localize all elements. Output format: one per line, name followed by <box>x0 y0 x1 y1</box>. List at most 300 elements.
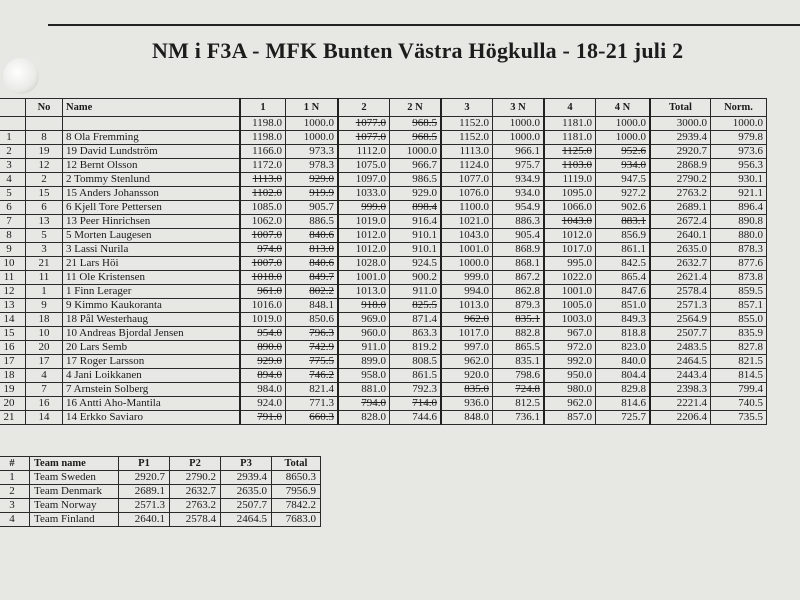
pilot-name: 20 Lars Semb <box>63 341 241 355</box>
round3-norm: 724.8 <box>493 383 545 397</box>
round2-norm: 861.5 <box>390 369 442 383</box>
page-title: NM i F3A - MFK Bunten Västra Högkulla - 18-21 juli 2 <box>152 38 684 63</box>
results-table <box>0 98 767 425</box>
normalized-score: 735.5 <box>711 411 767 425</box>
round4-norm: 952.6 <box>596 145 651 159</box>
round4-score: 1012.0 <box>544 229 596 243</box>
round2-norm: 910.1 <box>390 243 442 257</box>
header-start-number: No <box>26 99 63 117</box>
max-pilot-name <box>63 117 241 131</box>
round2-norm: 916.4 <box>390 215 442 229</box>
round4-score: 1125.0 <box>544 145 596 159</box>
round2-norm: 808.5 <box>390 355 442 369</box>
pilot-name: 8 Ola Fremming <box>63 131 241 145</box>
table-row <box>0 187 767 201</box>
round1-norm: 840.6 <box>286 229 339 243</box>
round3-score: 1017.0 <box>441 327 493 341</box>
round1-score: 1166.0 <box>240 145 286 159</box>
round3-norm: 812.5 <box>493 397 545 411</box>
round3-score: 920.0 <box>441 369 493 383</box>
position: 17 <box>0 355 26 369</box>
start-number: 21 <box>26 257 63 271</box>
round2-norm: 871.4 <box>390 313 442 327</box>
total-score: 2939.4 <box>650 131 711 145</box>
header-team-p3: P3 <box>221 457 272 471</box>
team-total: 7842.2 <box>272 499 321 513</box>
max-round2-norm: 968.5 <box>390 117 442 131</box>
total-score: 2763.2 <box>650 187 711 201</box>
round4-score: 1003.0 <box>544 313 596 327</box>
team-p2: 2578.4 <box>170 513 221 527</box>
round4-score: 992.0 <box>544 355 596 369</box>
total-score: 2689.1 <box>650 201 711 215</box>
table-row <box>0 131 767 145</box>
round2-norm: 744.6 <box>390 411 442 425</box>
punch-hole <box>3 58 39 94</box>
header-position <box>0 99 26 117</box>
round2-norm: 900.2 <box>390 271 442 285</box>
table-row <box>0 313 767 327</box>
normalized-score: 873.8 <box>711 271 767 285</box>
round2-score: 1001.0 <box>338 271 390 285</box>
round3-norm: 1000.0 <box>493 131 545 145</box>
team-position: 3 <box>0 499 30 513</box>
header-round1-norm: 1 N <box>286 99 339 117</box>
start-number: 11 <box>26 271 63 285</box>
normalized-score: 859.5 <box>711 285 767 299</box>
header-round1-score: 1 <box>240 99 286 117</box>
round1-score: 1085.0 <box>240 201 286 215</box>
table-row <box>0 229 767 243</box>
start-number: 4 <box>26 369 63 383</box>
position: 1 <box>0 131 26 145</box>
pilot-name: 14 Erkko Saviaro <box>63 411 241 425</box>
round2-score: 1097.0 <box>338 173 390 187</box>
total-score: 2640.1 <box>650 229 711 243</box>
header-round3-norm: 3 N <box>493 99 545 117</box>
team-row <box>0 513 321 527</box>
round3-norm: 865.5 <box>493 341 545 355</box>
round3-score: 997.0 <box>441 341 493 355</box>
round2-score: 911.0 <box>338 341 390 355</box>
round1-score: 1062.0 <box>240 215 286 229</box>
round3-score: 848.0 <box>441 411 493 425</box>
round3-score: 1076.0 <box>441 187 493 201</box>
pilot-name: 19 David Lundström <box>63 145 241 159</box>
table-row <box>0 369 767 383</box>
pilot-name: 12 Bernt Olsson <box>63 159 241 173</box>
max-round4-norm: 1000.0 <box>596 117 651 131</box>
round3-norm: 905.4 <box>493 229 545 243</box>
round3-norm: 954.9 <box>493 201 545 215</box>
round3-norm: 862.8 <box>493 285 545 299</box>
round1-score: 1007.0 <box>240 229 286 243</box>
round4-score: 1001.0 <box>544 285 596 299</box>
round3-score: 1000.0 <box>441 257 493 271</box>
round2-norm: 986.5 <box>390 173 442 187</box>
start-number: 14 <box>26 411 63 425</box>
round2-norm: 924.5 <box>390 257 442 271</box>
pilot-name: 7 Arnstein Solberg <box>63 383 241 397</box>
position: 8 <box>0 229 26 243</box>
round1-score: 1102.0 <box>240 187 286 201</box>
table-row <box>0 243 767 257</box>
round3-score: 835.0 <box>441 383 493 397</box>
round3-norm: 975.7 <box>493 159 545 173</box>
round4-norm: 725.7 <box>596 411 651 425</box>
round4-norm: 849.3 <box>596 313 651 327</box>
team-p3: 2464.5 <box>221 513 272 527</box>
round1-score: 984.0 <box>240 383 286 397</box>
round4-score: 1119.0 <box>544 173 596 187</box>
pilot-name: 17 Roger Larsson <box>63 355 241 369</box>
table-row <box>0 285 767 299</box>
round4-score: 1017.0 <box>544 243 596 257</box>
round2-norm: 1000.0 <box>390 145 442 159</box>
position: 19 <box>0 383 26 397</box>
pilot-name: 4 Jani Loikkanen <box>63 369 241 383</box>
round2-score: 1028.0 <box>338 257 390 271</box>
position: 14 <box>0 313 26 327</box>
round4-score: 857.0 <box>544 411 596 425</box>
team-p1: 2640.1 <box>119 513 170 527</box>
team-row <box>0 471 321 485</box>
max-score-row <box>0 117 767 131</box>
position: 2 <box>0 145 26 159</box>
max-position <box>0 117 26 131</box>
round1-score: 954.0 <box>240 327 286 341</box>
round4-norm: 1000.0 <box>596 131 651 145</box>
round2-score: 1033.0 <box>338 187 390 201</box>
normalized-score: 956.3 <box>711 159 767 173</box>
table-row <box>0 257 767 271</box>
round1-norm: 973.3 <box>286 145 339 159</box>
start-number: 19 <box>26 145 63 159</box>
pilot-name: 13 Peer Hinrichsen <box>63 215 241 229</box>
round3-score: 936.0 <box>441 397 493 411</box>
start-number: 13 <box>26 215 63 229</box>
start-number: 8 <box>26 131 63 145</box>
round1-score: 894.0 <box>240 369 286 383</box>
header-round4-score: 4 <box>544 99 596 117</box>
round1-norm: 742.9 <box>286 341 339 355</box>
total-score: 2507.7 <box>650 327 711 341</box>
round1-score: 1172.0 <box>240 159 286 173</box>
round1-norm: 840.6 <box>286 257 339 271</box>
round2-norm: 825.5 <box>390 299 442 313</box>
total-score: 2790.2 <box>650 173 711 187</box>
round1-score: 1007.0 <box>240 257 286 271</box>
max-start-number <box>26 117 63 131</box>
round1-norm: 850.6 <box>286 313 339 327</box>
results-body <box>0 117 767 425</box>
total-score: 2621.4 <box>650 271 711 285</box>
round4-norm: 934.0 <box>596 159 651 173</box>
position: 12 <box>0 285 26 299</box>
round2-norm: 911.0 <box>390 285 442 299</box>
round4-norm: 818.8 <box>596 327 651 341</box>
round1-norm: 1000.0 <box>286 131 339 145</box>
round4-score: 980.0 <box>544 383 596 397</box>
round3-norm: 736.1 <box>493 411 545 425</box>
round4-norm: 847.6 <box>596 285 651 299</box>
normalized-score: 890.8 <box>711 215 767 229</box>
round4-norm: 927.2 <box>596 187 651 201</box>
round1-norm: 886.5 <box>286 215 339 229</box>
round4-score: 995.0 <box>544 257 596 271</box>
team-header-row <box>0 457 321 471</box>
round3-score: 1152.0 <box>441 131 493 145</box>
team-p2: 2763.2 <box>170 499 221 513</box>
table-row <box>0 145 767 159</box>
round3-score: 1113.0 <box>441 145 493 159</box>
team-total: 7683.0 <box>272 513 321 527</box>
normalized-score: 835.9 <box>711 327 767 341</box>
round1-norm: 821.4 <box>286 383 339 397</box>
total-score: 2464.5 <box>650 355 711 369</box>
position: 5 <box>0 187 26 201</box>
table-row <box>0 397 767 411</box>
round1-norm: 813.0 <box>286 243 339 257</box>
round4-norm: 814.6 <box>596 397 651 411</box>
team-p3: 2939.4 <box>221 471 272 485</box>
round2-score: 1019.0 <box>338 215 390 229</box>
pilot-name: 21 Lars Höi <box>63 257 241 271</box>
round3-score: 1124.0 <box>441 159 493 173</box>
pilot-name: 15 Anders Johansson <box>63 187 241 201</box>
max-round1-score: 1198.0 <box>240 117 286 131</box>
round2-score: 960.0 <box>338 327 390 341</box>
team-position: 4 <box>0 513 30 527</box>
round1-norm: 746.2 <box>286 369 339 383</box>
round3-norm: 867.2 <box>493 271 545 285</box>
normalized-score: 855.0 <box>711 313 767 327</box>
team-total: 7956.9 <box>272 485 321 499</box>
normalized-score: 821.5 <box>711 355 767 369</box>
position: 9 <box>0 243 26 257</box>
round2-norm: 819.2 <box>390 341 442 355</box>
round2-score: 794.0 <box>338 397 390 411</box>
round4-score: 1103.0 <box>544 159 596 173</box>
normalized-score: 896.4 <box>711 201 767 215</box>
round4-norm: 829.8 <box>596 383 651 397</box>
round4-score: 1181.0 <box>544 131 596 145</box>
round3-norm: 868.9 <box>493 243 545 257</box>
normalized-score: 878.3 <box>711 243 767 257</box>
start-number: 12 <box>26 159 63 173</box>
round2-norm: 910.1 <box>390 229 442 243</box>
team-p2: 2632.7 <box>170 485 221 499</box>
team-position: 2 <box>0 485 30 499</box>
round3-norm: 798.6 <box>493 369 545 383</box>
normalized-score: 857.1 <box>711 299 767 313</box>
start-number: 5 <box>26 229 63 243</box>
start-number: 9 <box>26 299 63 313</box>
round3-norm: 835.1 <box>493 355 545 369</box>
round1-norm: 796.3 <box>286 327 339 341</box>
round4-score: 1022.0 <box>544 271 596 285</box>
normalized-score: 827.8 <box>711 341 767 355</box>
total-score: 2635.0 <box>650 243 711 257</box>
pilot-name: 9 Kimmo Kaukoranta <box>63 299 241 313</box>
round4-score: 967.0 <box>544 327 596 341</box>
round1-norm: 771.3 <box>286 397 339 411</box>
position: 18 <box>0 369 26 383</box>
round2-norm: 898.4 <box>390 201 442 215</box>
round3-norm: 835.1 <box>493 313 545 327</box>
table-row <box>0 173 767 187</box>
round2-score: 918.0 <box>338 299 390 313</box>
header-team-p1: P1 <box>119 457 170 471</box>
pilot-name: 1 Finn Lerager <box>63 285 241 299</box>
round2-score: 958.0 <box>338 369 390 383</box>
round3-norm: 966.1 <box>493 145 545 159</box>
team-row <box>0 499 321 513</box>
round4-norm: 842.5 <box>596 257 651 271</box>
round1-norm: 919.9 <box>286 187 339 201</box>
table-row <box>0 271 767 285</box>
round1-score: 924.0 <box>240 397 286 411</box>
top-rule <box>48 24 800 26</box>
round3-score: 1077.0 <box>441 173 493 187</box>
team-p3: 2635.0 <box>221 485 272 499</box>
round1-score: 890.0 <box>240 341 286 355</box>
max-total-score: 3000.0 <box>650 117 711 131</box>
round2-norm: 714.0 <box>390 397 442 411</box>
round4-score: 1005.0 <box>544 299 596 313</box>
round1-score: 1198.0 <box>240 131 286 145</box>
round4-score: 1095.0 <box>544 187 596 201</box>
header-round2-score: 2 <box>338 99 390 117</box>
round1-score: 1018.0 <box>240 271 286 285</box>
round4-score: 1066.0 <box>544 201 596 215</box>
start-number: 7 <box>26 383 63 397</box>
team-position: 1 <box>0 471 30 485</box>
normalized-score: 973.6 <box>711 145 767 159</box>
normalized-score: 921.1 <box>711 187 767 201</box>
start-number: 15 <box>26 187 63 201</box>
start-number: 18 <box>26 313 63 327</box>
pilot-name: 3 Lassi Nurila <box>63 243 241 257</box>
round3-norm: 934.0 <box>493 187 545 201</box>
round2-score: 999.0 <box>338 201 390 215</box>
total-score: 2672.4 <box>650 215 711 229</box>
results-header-row <box>0 99 767 117</box>
round2-score: 899.0 <box>338 355 390 369</box>
round1-score: 791.0 <box>240 411 286 425</box>
position: 20 <box>0 397 26 411</box>
round2-norm: 863.3 <box>390 327 442 341</box>
table-row <box>0 341 767 355</box>
position: 3 <box>0 159 26 173</box>
total-score: 2920.7 <box>650 145 711 159</box>
round2-score: 1075.0 <box>338 159 390 173</box>
total-score: 2206.4 <box>650 411 711 425</box>
header-round3-score: 3 <box>441 99 493 117</box>
round3-norm: 882.8 <box>493 327 545 341</box>
position: 13 <box>0 299 26 313</box>
round4-norm: 840.0 <box>596 355 651 369</box>
pilot-name: 5 Morten Laugesen <box>63 229 241 243</box>
round3-score: 1021.0 <box>441 215 493 229</box>
normalized-score: 930.1 <box>711 173 767 187</box>
team-table <box>0 456 321 527</box>
normalized-score: 814.5 <box>711 369 767 383</box>
position: 10 <box>0 257 26 271</box>
total-score: 2571.3 <box>650 299 711 313</box>
normalized-score: 740.5 <box>711 397 767 411</box>
max-round2-score: 1077.0 <box>338 117 390 131</box>
round4-norm: 823.0 <box>596 341 651 355</box>
round2-score: 1077.0 <box>338 131 390 145</box>
header-round2-norm: 2 N <box>390 99 442 117</box>
round4-norm: 865.4 <box>596 271 651 285</box>
position: 6 <box>0 201 26 215</box>
round3-score: 1043.0 <box>441 229 493 243</box>
start-number: 16 <box>26 397 63 411</box>
round1-norm: 978.3 <box>286 159 339 173</box>
start-number: 10 <box>26 327 63 341</box>
total-score: 2578.4 <box>650 285 711 299</box>
round1-norm: 849.7 <box>286 271 339 285</box>
table-row <box>0 299 767 313</box>
team-p2: 2790.2 <box>170 471 221 485</box>
team-total: 8650.3 <box>272 471 321 485</box>
round3-score: 962.0 <box>441 313 493 327</box>
header-team-name: Team name <box>30 457 119 471</box>
table-row <box>0 355 767 369</box>
header-total-score: Total <box>650 99 711 117</box>
max-round3-score: 1152.0 <box>441 117 493 131</box>
round3-score: 1013.0 <box>441 299 493 313</box>
round4-norm: 861.1 <box>596 243 651 257</box>
header-normalized-score: Norm. <box>711 99 767 117</box>
round1-norm: 848.1 <box>286 299 339 313</box>
start-number: 17 <box>26 355 63 369</box>
round4-norm: 804.4 <box>596 369 651 383</box>
position: 21 <box>0 411 26 425</box>
position: 7 <box>0 215 26 229</box>
round1-score: 1113.0 <box>240 173 286 187</box>
round4-score: 972.0 <box>544 341 596 355</box>
round1-norm: 802.2 <box>286 285 339 299</box>
round2-score: 1012.0 <box>338 243 390 257</box>
round1-norm: 905.7 <box>286 201 339 215</box>
round2-norm: 966.7 <box>390 159 442 173</box>
round2-norm: 929.0 <box>390 187 442 201</box>
position: 11 <box>0 271 26 285</box>
total-score: 2483.5 <box>650 341 711 355</box>
round4-score: 950.0 <box>544 369 596 383</box>
total-score: 2632.7 <box>650 257 711 271</box>
round1-score: 1019.0 <box>240 313 286 327</box>
round1-score: 1016.0 <box>240 299 286 313</box>
round4-score: 962.0 <box>544 397 596 411</box>
team-p1: 2689.1 <box>119 485 170 499</box>
round3-score: 994.0 <box>441 285 493 299</box>
total-score: 2868.9 <box>650 159 711 173</box>
round1-score: 974.0 <box>240 243 286 257</box>
round2-score: 1112.0 <box>338 145 390 159</box>
normalized-score: 877.6 <box>711 257 767 271</box>
round4-norm: 856.9 <box>596 229 651 243</box>
header-team-p2: P2 <box>170 457 221 471</box>
round3-score: 1100.0 <box>441 201 493 215</box>
round4-score: 1043.0 <box>544 215 596 229</box>
pilot-name: 2 Tommy Stenlund <box>63 173 241 187</box>
max-round1-norm: 1000.0 <box>286 117 339 131</box>
table-row <box>0 383 767 397</box>
